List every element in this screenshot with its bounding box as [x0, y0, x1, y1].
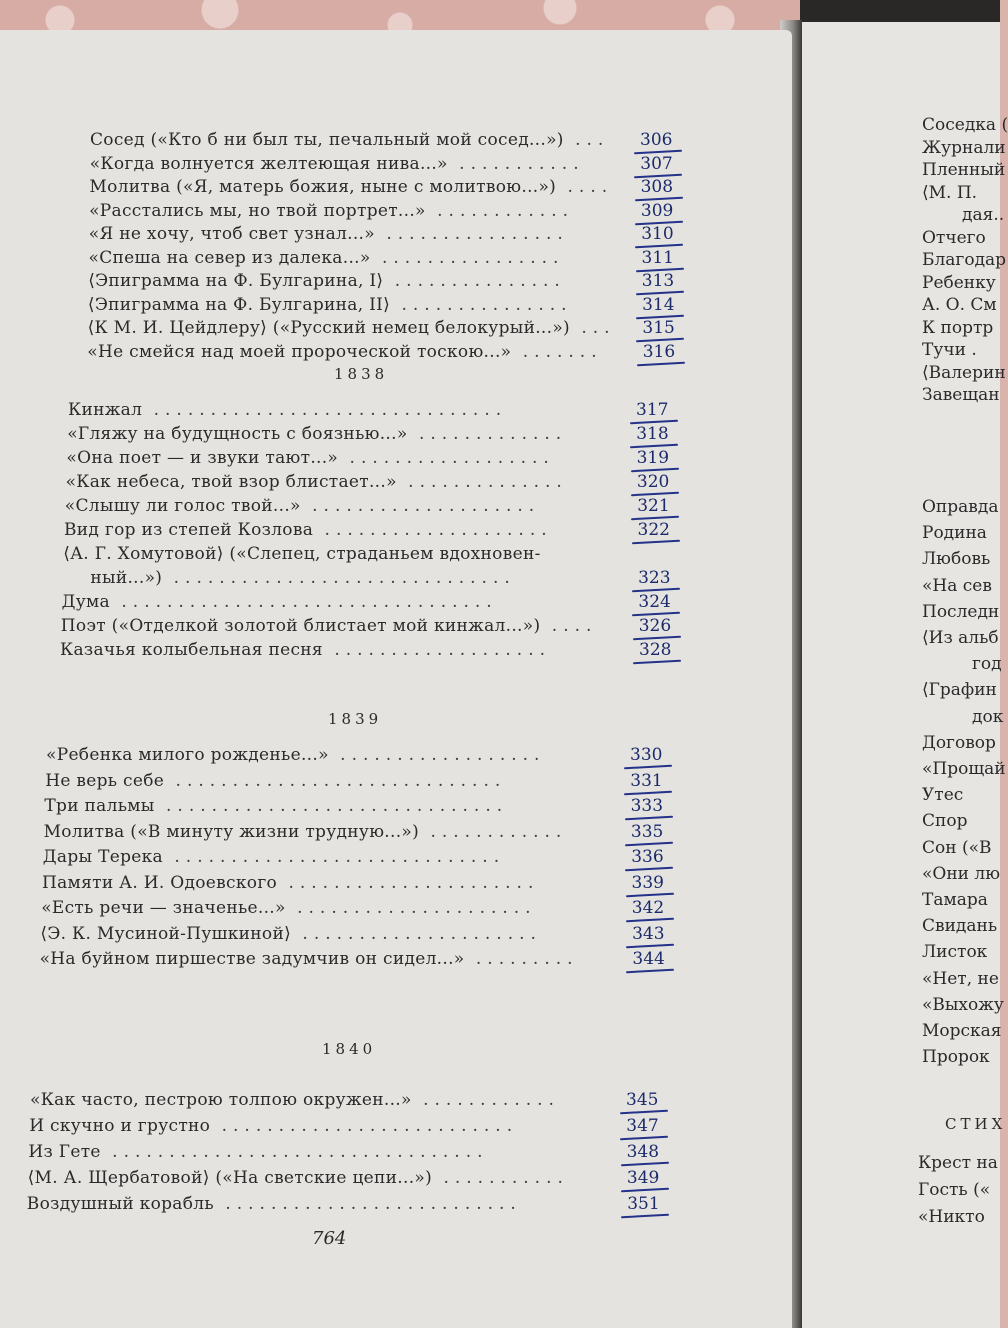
toc-entry [90, 154, 585, 174]
right-toc-line: Любовь [922, 549, 991, 570]
leader-dots: ................................. [100, 1142, 489, 1162]
right-toc-line: Тамара [922, 890, 988, 910]
toc-entry-title: ⟨А. Г. Хомутовой⟩ («Слепец, страданьем вдохновен- [63, 544, 541, 564]
right-toc-line: Соседка ( [922, 115, 1008, 135]
toc-entry-title: ⟨К М. И. Цейдлеру⟩ («Русский немец белокурый...») [87, 318, 570, 338]
toc-entry-title: «Расстались мы, но твой портрет...» [89, 200, 426, 221]
right-toc-line: год [972, 654, 1002, 675]
toc-entry-title: Три пальмы [44, 796, 155, 816]
toc-entry [89, 248, 565, 268]
leader-dots: ......... [464, 949, 579, 969]
toc-entry-title: Памяти А. И. Одоевского [42, 872, 278, 893]
toc-entry-title: «Слышу ли голос твой...» [64, 496, 301, 516]
toc-page-number: 321 [637, 496, 670, 516]
toc-page-number: 317 [636, 400, 669, 420]
right-toc-line: Тучи . [922, 340, 977, 360]
section-year: 1840 [322, 1040, 377, 1058]
toc-entry [90, 130, 609, 150]
toc-page-number: 344 [632, 949, 665, 969]
toc-entry [66, 448, 554, 468]
toc-entry [40, 924, 542, 944]
toc-page-number: 331 [630, 770, 663, 791]
toc-page-number: 326 [638, 616, 672, 636]
toc-entry [44, 796, 508, 816]
leader-dots: ... [569, 318, 616, 338]
toc-entry-title: «Спеша на север из далека...» [88, 247, 371, 268]
toc-entry-title: Молитва («В минуту жизни трудную...») [43, 821, 420, 842]
toc-entry-title: Не верь себе [45, 770, 165, 791]
right-toc-line: Сон («В [922, 837, 992, 858]
toc-entry [89, 177, 613, 197]
toc-entry-title: «Когда волнуется желтеющая нива...» [89, 153, 448, 174]
toc-page-number: 333 [630, 796, 664, 816]
section-year: 1838 [334, 365, 389, 383]
right-toc-line: Договор [922, 732, 996, 753]
right-toc-line: «Нет, не [922, 968, 999, 989]
toc-entry-title: «Есть речи — значенье...» [41, 898, 286, 918]
toc-page-number: 323 [638, 568, 671, 588]
right-toc-line: «Они лю [922, 863, 1001, 884]
leader-dots: ................... [322, 640, 552, 660]
toc-page-number: 342 [631, 898, 665, 918]
toc-entry [63, 544, 540, 564]
right-toc-line: Оправда [922, 497, 999, 517]
right-toc-line: Свидань [922, 916, 998, 937]
right-toc-line: Последн [922, 601, 1000, 622]
leader-dots: ... [563, 130, 610, 150]
right-toc-line: «Прощай [922, 759, 1006, 779]
toc-entry-title: «Гляжу на будущность с боязнью...» [67, 424, 408, 444]
leader-dots: .......................... [213, 1194, 522, 1214]
leader-dots: ....... [511, 341, 603, 362]
right-toc-line: ⟨Из альб [922, 628, 999, 648]
leader-dots: .... [540, 616, 598, 636]
leader-dots: ..................... [285, 898, 537, 918]
toc-page-number: 319 [636, 448, 670, 468]
right-toc-line: дая.. [962, 205, 1005, 225]
right-section-heading: СТИХ [945, 1115, 1007, 1133]
toc-entry-title: Из Гете [28, 1142, 101, 1162]
leader-dots: .............................. [154, 796, 509, 816]
leader-dots: ..................... [291, 923, 542, 944]
toc-page-number: 313 [641, 271, 675, 291]
toc-page-number: 310 [641, 224, 674, 244]
toc-entry [44, 822, 568, 842]
toc-entry [89, 201, 574, 221]
toc-entry [27, 1194, 522, 1214]
right-toc-line: Ребенку [922, 272, 996, 293]
toc-page-number: 311 [641, 247, 674, 268]
toc-entry [61, 616, 598, 636]
toc-page-number: 318 [636, 424, 669, 444]
toc-page-number: 345 [626, 1090, 659, 1110]
toc-entry-title: Поэт («Отделкой золотой блистает мой кинжал...») [60, 616, 541, 636]
toc-page-number: 322 [637, 520, 670, 540]
toc-page-number: 320 [636, 472, 670, 492]
toc-entry [88, 318, 616, 338]
right-toc-line: А. О. См [922, 295, 997, 315]
toc-entry [43, 847, 505, 867]
leader-dots: .................. [338, 448, 555, 468]
toc-entry [67, 424, 567, 444]
toc-entry [45, 771, 506, 791]
toc-entry-title: ⟨Эпиграмма на Ф. Булгарина, I⟩ [88, 271, 384, 291]
toc-entry [41, 898, 536, 918]
toc-entry [62, 592, 498, 612]
toc-page-number: 309 [640, 200, 674, 221]
toc-page-number: 348 [626, 1142, 660, 1162]
toc-entry-title: ⟨М. А. Щербатовой⟩ («На светские цепи...») [27, 1168, 433, 1188]
toc-entry [88, 271, 566, 291]
page-number: 764 [312, 1228, 347, 1249]
toc-page-number: 315 [642, 318, 675, 338]
toc-page-number: 306 [640, 130, 673, 150]
toc-entry-title: ный...») [90, 568, 163, 588]
toc-entry-title: Дары Терека [42, 847, 163, 867]
leader-dots: ............... [390, 294, 573, 315]
toc-entry [30, 1090, 560, 1110]
toc-entry-title: «Как часто, пестрою толпою окружен...» [30, 1090, 412, 1110]
toc-entry-title: ⟨Э. К. Мусиной-Пушкиной⟩ [40, 923, 292, 944]
toc-entry [28, 1168, 569, 1188]
right-toc-line: Пленный [922, 160, 1006, 180]
leader-dots: ............. [407, 424, 568, 444]
leader-dots: ................ [374, 224, 569, 244]
toc-page-number: 349 [626, 1168, 660, 1188]
toc-page-number: 308 [640, 177, 674, 197]
toc-entry-title: «Не смейся над моей пророческой тоскою...» [87, 341, 512, 362]
toc-entry [46, 745, 545, 765]
toc-entry-title: «На буйном пиршестве задумчив он сидел...» [39, 949, 465, 969]
right-toc-line: К портр [922, 317, 994, 338]
toc-page-number: 347 [626, 1116, 659, 1136]
leader-dots: ........... [432, 1168, 569, 1188]
toc-entry-title: Сосед («Кто б ни был ты, печальный мой сосед...») [90, 130, 564, 150]
toc-page-number: 316 [642, 341, 676, 362]
toc-entry-title: ⟨Эпиграмма на Ф. Булгарина, II⟩ [87, 294, 391, 315]
toc-entry [60, 640, 551, 660]
toc-entry-title: Вид гор из степей Козлова [64, 520, 314, 540]
leader-dots: ............... [383, 271, 566, 291]
leader-dots: .............. [396, 472, 568, 492]
right-toc-line: «Выхожу [922, 994, 1004, 1015]
leader-dots: ............................. [162, 847, 506, 867]
right-toc-line: «На сев [922, 575, 992, 596]
section-year: 1839 [328, 710, 383, 728]
right-toc-line: ⟨Графин [922, 680, 997, 701]
right-toc-line: Отчего [922, 227, 986, 248]
right-toc-line: Журнали [922, 137, 1006, 158]
toc-entry-title: Казачья колыбельная песня [60, 640, 323, 660]
right-toc-line: Гость (« [918, 1180, 991, 1200]
toc-page-number: 335 [630, 821, 664, 842]
toc-entry [42, 873, 539, 893]
toc-entry [88, 295, 573, 315]
leader-dots: ............ [419, 821, 568, 842]
leader-dots: ............................... [142, 400, 508, 420]
toc-entry [65, 496, 540, 516]
leader-dots: ................................. [109, 592, 498, 612]
right-toc-line: Утес [922, 785, 964, 806]
toc-page-number: 351 [627, 1194, 660, 1214]
toc-entry-title: «Она поет — и звуки тают...» [66, 448, 339, 468]
toc-page-number: 336 [631, 847, 664, 867]
toc-page-number: 314 [642, 294, 675, 315]
toc-entry [68, 400, 507, 420]
toc-entry-title: И скучно и грустно [29, 1116, 211, 1136]
toc-page-number: 330 [630, 745, 663, 765]
leader-dots: ............ [411, 1090, 560, 1110]
toc-entry-title: Кинжал [68, 400, 143, 420]
right-toc-line: Спор [922, 811, 968, 832]
right-toc-line: док [972, 706, 1004, 727]
right-toc-line: ⟨М. П. [922, 182, 978, 203]
right-toc-line: Родина [922, 523, 987, 544]
toc-page-number: 328 [639, 640, 672, 660]
toc-entry [40, 949, 579, 969]
right-toc-line: Листок [922, 942, 988, 963]
leader-dots: .................... [300, 496, 541, 516]
leader-dots: .................... [313, 520, 553, 540]
toc-entry [66, 472, 568, 492]
leader-dots: ............ [425, 200, 574, 221]
right-toc-line: Пророк [922, 1047, 990, 1068]
toc-entry-title: «Как небеса, твой взор блистает...» [65, 472, 397, 492]
toc-page-number: 339 [631, 872, 664, 893]
toc-entry [29, 1116, 518, 1136]
leader-dots: .............................. [162, 568, 516, 588]
leader-dots: ...................... [277, 872, 540, 893]
toc-entry [64, 520, 553, 540]
leader-dots: .... [556, 177, 614, 197]
toc-entry-title: Воздушный корабль [26, 1194, 214, 1214]
leader-dots: ........... [447, 153, 585, 174]
leader-dots: .................. [328, 745, 546, 765]
toc-entry [87, 342, 602, 362]
leader-dots: ................ [370, 247, 565, 268]
toc-entry-title: «Я не хочу, чтоб свет узнал...» [88, 224, 375, 244]
toc-entry-title: Дума [61, 592, 110, 612]
right-toc-line: Морская [922, 1021, 1002, 1041]
toc-entry [90, 568, 515, 588]
toc-page-number: 307 [640, 153, 673, 174]
right-toc-line: Завещан [922, 385, 1000, 405]
toc-entry [28, 1142, 488, 1162]
toc-page-number: 343 [632, 923, 665, 944]
toc-entry [89, 224, 569, 244]
toc-entry-title: «Ребенка милого рожденье...» [46, 745, 329, 765]
toc-entry-title: Молитва («Я, матерь божия, ныне с молитвою...») [89, 177, 557, 197]
right-toc-line: Благодар [922, 250, 1007, 270]
toc-page-number: 324 [638, 592, 671, 612]
right-toc-line: «Никто [918, 1207, 985, 1227]
leader-dots: ............................. [164, 770, 507, 791]
right-toc-line: Крест на [918, 1153, 998, 1173]
leader-dots: .......................... [210, 1116, 519, 1136]
right-toc-line: ⟨Валерин [922, 362, 1006, 383]
